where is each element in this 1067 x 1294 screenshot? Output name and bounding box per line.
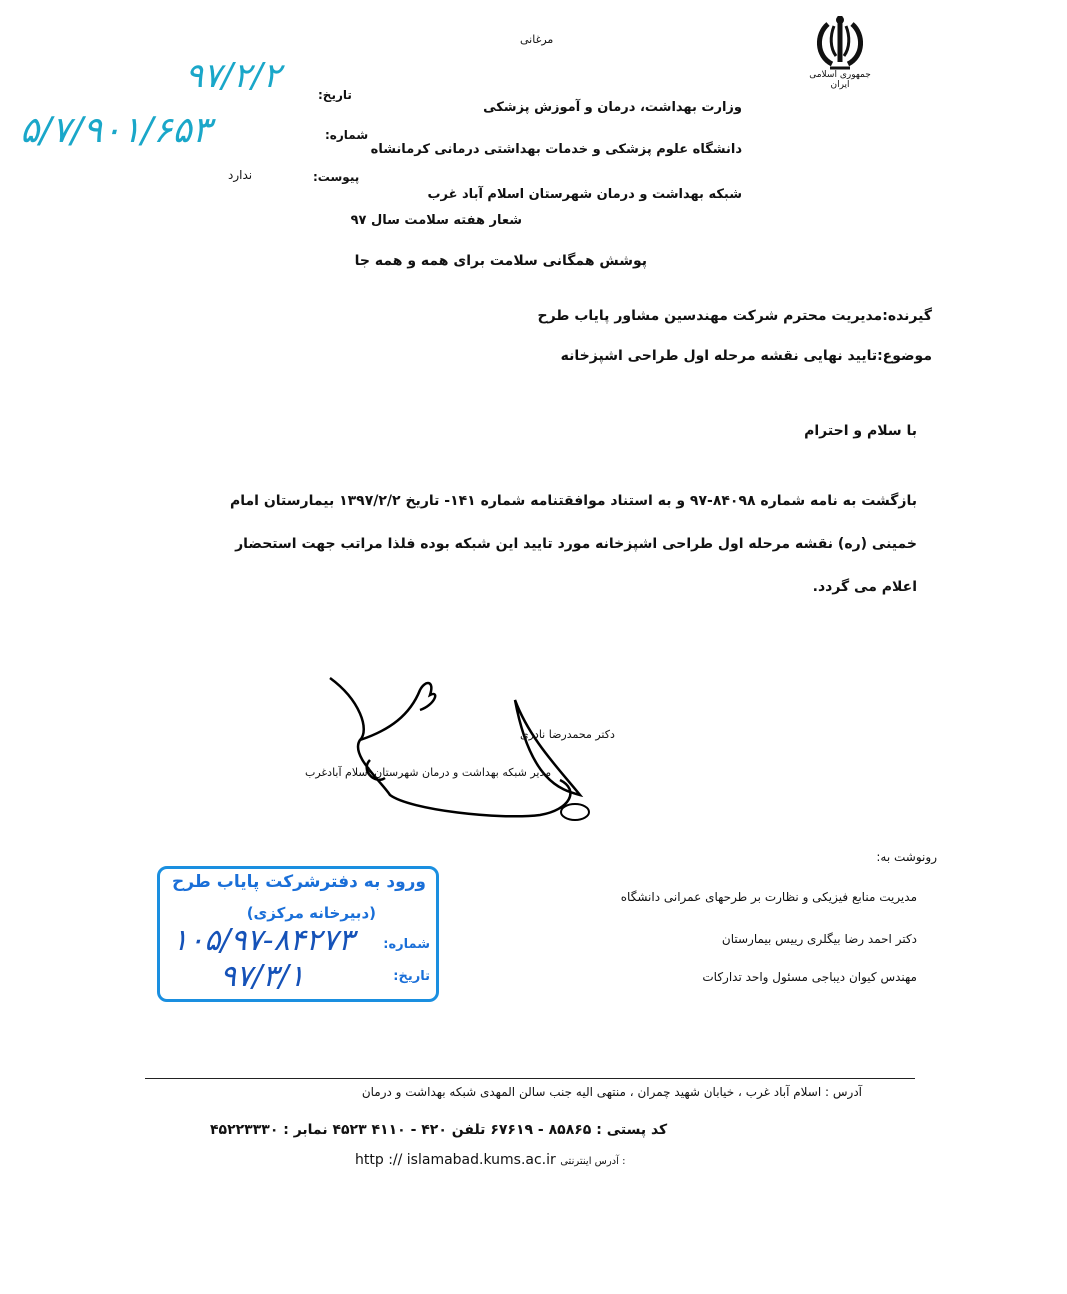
- stamp-number-label: شماره:: [383, 937, 430, 952]
- footer-web-label: آدرس اینترنتی :: [560, 1156, 626, 1167]
- receipt-stamp: [157, 866, 439, 1002]
- cc-item: مدیریت منابع فیزیکی و نظارت بر طرحهای عمرانی دانشگاه: [620, 890, 917, 904]
- university-name: دانشگاه علوم پزشکی و خدمات بهداشتی درمانی کرمانشاه: [370, 142, 742, 157]
- stamp-date-label: تاریخ:: [393, 969, 430, 984]
- classification-mark: مرغانی: [520, 33, 554, 46]
- signer-name: دکتر محمدرضا نادری: [520, 728, 615, 741]
- date-label: تاریخ:: [318, 88, 352, 102]
- signer-title: مدیر شبکه بهداشت و درمان شهرستان اسلام آبادغرب: [305, 766, 552, 779]
- greeting: با سلام و احترام: [804, 423, 917, 439]
- body-line-3: اعلام می گردد.: [812, 579, 917, 595]
- attachment-value: ندارد: [228, 168, 253, 182]
- stamp-date-value: ۹۷/۳/۱: [220, 959, 305, 994]
- body-line-2: خمینی (ره) نقشه مرحله اول طراحی اشپزخانه مورد تایید این شبکه بوده فلذا مراتب جهت استحضار: [235, 536, 917, 552]
- network-name: شبکه بهداشت و درمان شهرستان اسلام آباد غرب: [427, 187, 742, 202]
- cc-item: مهندس کیوان دیباجی مسئول واحد تدارکات: [702, 970, 917, 984]
- cc-item: دکتر احمد رضا بیگلری رییس بیمارستان: [721, 932, 917, 946]
- ministry-name: وزارت بهداشت، درمان و آموزش پزشکی: [483, 100, 742, 115]
- footer-postal-phone: کد پستی : ۸۵۸۶۵ - ۶۷۶۱۹ تلفن ۴۲۰ - ۴۱۱۰ ۴۵۲۳ نمابر : ۴۵۲۲۳۳۳۰: [210, 1122, 668, 1138]
- cc-title: رونوشت به:: [876, 850, 937, 864]
- handwritten-number: ۵/۷/۹۰۱/۶۵۳: [20, 110, 212, 151]
- iran-emblem-icon: [810, 12, 870, 76]
- footer-web-url[interactable]: http :// islamabad.kums.ac.ir: [355, 1152, 556, 1168]
- letter-body: [197, 480, 917, 609]
- footer-web: [355, 1152, 625, 1168]
- body-line-1: بازگشت به نامه شماره ۸۴۰۹۸-۹۷ و به استناد موافقتنامه شماره ۱۴۱- تاریخ ۱۳۹۷/۲/۲ بیمارستان امام: [229, 493, 917, 509]
- emblem-caption: جمهوری اسلامی ایران: [809, 70, 871, 90]
- stamp-subtitle: (دبیرخانه مرکزی): [246, 904, 376, 922]
- stamp-title: ورود به دفترشرکت پایاب طرح: [171, 872, 426, 892]
- number-label: شماره:: [325, 128, 369, 142]
- recipient-line: گیرنده:مدیریت محترم شرکت مهندسین مشاور پایاب طرح: [537, 308, 932, 324]
- slogan-line-1: شعار هفته سلامت سال ۹۷: [350, 213, 522, 228]
- subject-line: موضوع:تایید نهایی نقشه مرحله اول طراحی اشپزخانه: [560, 348, 932, 364]
- footer-address: آدرس : اسلام آباد غرب ، خیابان شهید چمران ، منتهی الیه جنب سالن المهدی شبکه بهداشت و درمان: [361, 1085, 862, 1099]
- slogan-line-2: پوشش همگانی سلامت برای همه و همه جا: [354, 253, 647, 269]
- footer-divider: [145, 1078, 915, 1079]
- stamp-number-value: ۱۰۵/۹۷-۸۴۲۷۳: [172, 923, 355, 958]
- handwritten-signature: [300, 660, 620, 830]
- handwritten-date: ۹۷/۲/۲: [185, 56, 281, 96]
- attachment-label: پیوست:: [313, 170, 360, 184]
